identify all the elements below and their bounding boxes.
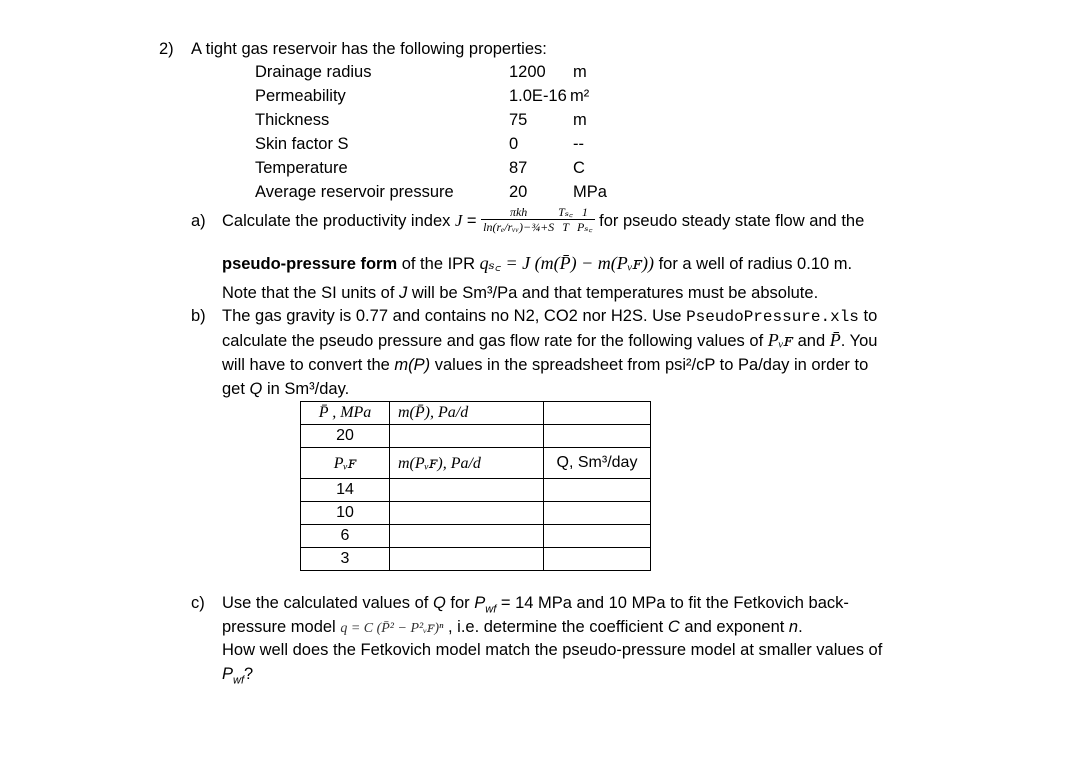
frac1-den: ln(rₑ/rᵥᵥ)−¾+S — [483, 219, 555, 234]
table-header-row — [301, 402, 651, 425]
part-b-line1-b: to — [858, 307, 878, 325]
property-label: Skin factor S — [255, 135, 349, 153]
property-value: 0 — [509, 135, 519, 153]
table-row — [301, 479, 651, 502]
property-unit: m — [573, 63, 587, 81]
table-cell — [544, 402, 651, 425]
part-c-line1-a: Use the calculated values of — [222, 594, 433, 612]
part-a-line1 — [222, 203, 864, 239]
problem-intro: A tight gas reservoir has the following properties: — [191, 40, 547, 58]
table-cell — [544, 525, 651, 548]
table-header-mpbar — [390, 402, 544, 425]
frac1-num: πkh — [481, 206, 556, 220]
part-c-line1-c: = 14 MPa and 10 MPa to fit the Fetkovich back- — [496, 594, 849, 612]
frac3-num: 1 — [575, 206, 595, 220]
part-c-line1 — [222, 593, 849, 616]
table-cell: 10 — [301, 502, 390, 525]
part-a-line2 — [222, 253, 852, 274]
table-cell — [390, 479, 544, 502]
property-label: Thickness — [255, 111, 330, 129]
frac2-den: T — [562, 219, 569, 234]
table-cell — [390, 502, 544, 525]
part-b-line4-a: get — [222, 380, 250, 398]
table-cell — [390, 548, 544, 571]
part-b-line3-b: values in the spreadsheet from psi²/cP to Pa/day in order to — [430, 356, 869, 374]
property-unit: m² — [570, 87, 590, 105]
part-a-letter: a) — [191, 212, 206, 230]
frac3-den: Pₛ꜀ — [577, 219, 593, 234]
pwf-symbol: P — [474, 594, 486, 612]
mp-symbol: m(P) — [394, 356, 431, 374]
fetkovich-model: q = C (P̄² − P²ᵥꜰ)ⁿ — [340, 621, 444, 636]
part-a-line3 — [222, 283, 818, 303]
table-cell — [544, 548, 651, 571]
table-header-mpwf — [390, 448, 544, 479]
table-cell: 3 — [301, 548, 390, 571]
part-b-line2-a: calculate the pseudo pressure and gas flow rate for the following values of — [222, 332, 768, 350]
part-a-lead: Calculate the productivity index — [222, 212, 455, 230]
property-unit: -- — [573, 135, 584, 153]
pseudo-pressure-form: pseudo-pressure form — [222, 255, 398, 273]
property-unit: C — [573, 159, 585, 177]
property-value: 87 — [509, 159, 528, 177]
j-symbol: J — [454, 211, 463, 230]
table-header-pwf — [301, 448, 390, 479]
n-symbol: n — [788, 618, 799, 636]
part-b-line2-c: . You — [840, 332, 878, 350]
header-text: Pᵥꜰ — [333, 455, 357, 472]
part-c-line1-b: for — [445, 594, 475, 612]
property-value: 20 — [509, 183, 528, 201]
table-header-q: Q, Sm³/day — [544, 448, 651, 479]
part-c-line2-c: and exponent — [679, 618, 789, 636]
header-text: m(P̄), Pa/d — [398, 404, 469, 421]
property-value: 75 — [509, 111, 528, 129]
part-c-line2-a: pressure model — [222, 618, 341, 636]
table-header-pbar — [301, 402, 390, 425]
note-text: Note that the SI units of — [222, 284, 400, 302]
property-label: Permeability — [255, 87, 346, 105]
table-cell — [390, 525, 544, 548]
pwf-subscript: wf — [233, 674, 245, 687]
part-a-line2-tail: for a well of radius 0.10 m. — [654, 255, 853, 273]
part-b-line3-a: will have to convert the — [222, 356, 395, 374]
part-b-letter: b) — [191, 307, 206, 325]
q-symbol: Q — [249, 380, 263, 398]
pwf-subscript: wf — [485, 603, 497, 616]
property-value: 1.0E-16 — [509, 87, 567, 105]
part-b-line2 — [222, 330, 877, 351]
c-symbol: C — [667, 618, 680, 636]
pressure-table — [300, 401, 651, 571]
header-text: P̄ , MPa — [318, 404, 372, 421]
equals-sign: = — [462, 212, 482, 230]
q-symbol: Q — [432, 594, 446, 612]
part-a-tail: for pseudo steady state flow and the — [594, 212, 865, 230]
property-unit: m — [573, 111, 587, 129]
table-cell: 20 — [301, 425, 390, 448]
part-b-line4-b: in Sm³/day. — [262, 380, 350, 398]
table-cell — [544, 502, 651, 525]
table-row — [301, 502, 651, 525]
frac2-num: Tₛ꜀ — [558, 204, 574, 219]
table-header-row — [301, 448, 651, 479]
part-c-line2-b: , i.e. determine the coefficient — [443, 618, 668, 636]
part-b-line1-a: The gas gravity is 0.77 and contains no N2, CO2 nor H2S. Use — [222, 307, 687, 325]
fraction-pikh — [481, 206, 556, 234]
header-text: m(Pᵥꜰ), Pa/d — [398, 455, 481, 472]
part-b-line1 — [222, 306, 877, 327]
note-j: J — [399, 284, 408, 302]
part-b-line4 — [222, 379, 349, 399]
problem-number: 2) — [159, 40, 174, 58]
property-unit: MPa — [573, 183, 607, 201]
property-label: Drainage radius — [255, 63, 372, 81]
table-cell — [544, 425, 651, 448]
table-cell: 6 — [301, 525, 390, 548]
part-c-line2-d: . — [798, 618, 803, 636]
spreadsheet-filename: PseudoPressure.xls — [686, 308, 859, 326]
question-mark: ? — [244, 665, 254, 683]
part-c-line4 — [222, 664, 254, 687]
property-value: 1200 — [509, 63, 546, 81]
part-c-line2 — [222, 617, 803, 639]
table-cell: 14 — [301, 479, 390, 502]
ipr-equation: qₛ꜀ = J (m(P̄) − m(Pᵥꜰ)) — [479, 253, 654, 273]
fraction-temp — [556, 206, 575, 234]
table-row — [301, 425, 651, 448]
table-cell — [544, 479, 651, 502]
pwf-symbol: Pᵥꜰ — [767, 330, 794, 350]
part-b-line3 — [222, 355, 868, 375]
pbar-symbol: P̄ — [829, 330, 841, 350]
table-cell — [390, 425, 544, 448]
table-row — [301, 548, 651, 571]
part-c-line3: How well does the Fetkovich model match the pseudo-pressure model at smaller values of — [222, 641, 883, 659]
table-row — [301, 525, 651, 548]
property-label: Temperature — [255, 159, 348, 177]
property-label: Average reservoir pressure — [255, 183, 454, 201]
fraction-psc — [575, 206, 595, 234]
part-a-line2-mid: of the IPR — [397, 255, 480, 273]
part-c-letter: c) — [191, 594, 205, 612]
note-text-end: will be Sm³/Pa and that temperatures must be absolute. — [407, 284, 819, 302]
part-b-line2-b: and — [793, 332, 830, 350]
pwf-symbol: P — [222, 665, 234, 683]
